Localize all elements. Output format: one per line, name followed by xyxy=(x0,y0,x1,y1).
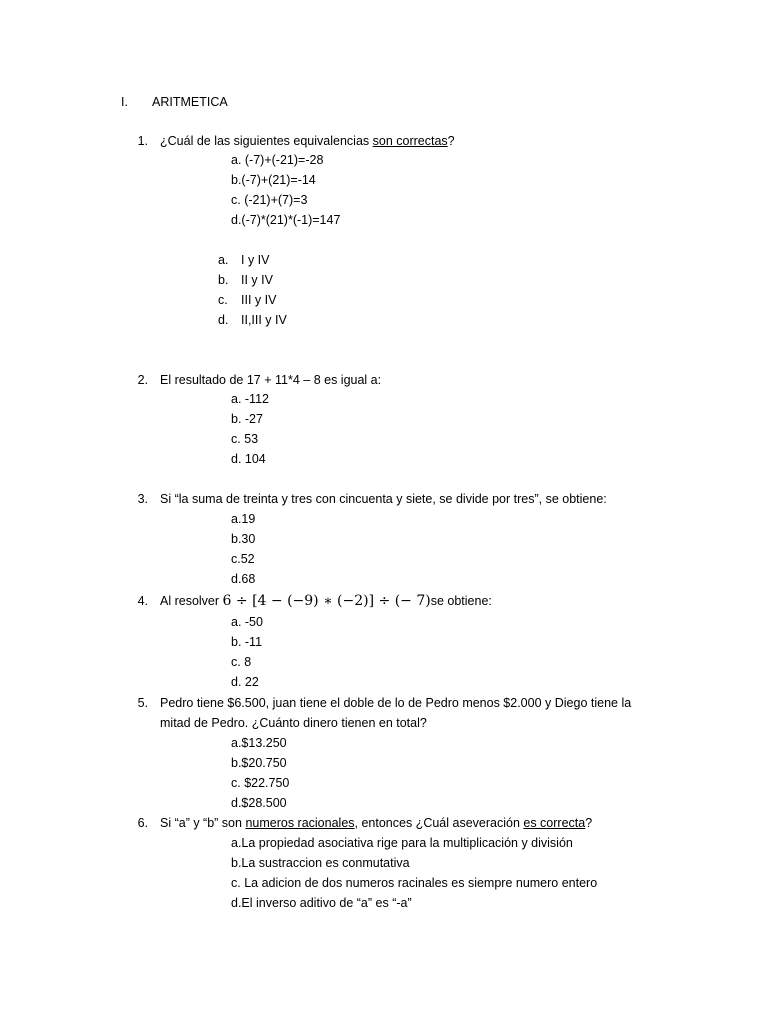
option: b. -27 xyxy=(231,412,263,426)
statement: d.(-7)*(21)*(-1)=147 xyxy=(231,213,341,227)
option: c. $22.750 xyxy=(231,776,290,790)
question-text-line-1: Pedro tiene $6.500, juan tiene el doble de lo de Pedro menos $2.000 y Diego tiene la xyxy=(160,696,632,710)
option: d.68 xyxy=(231,572,256,586)
option: a. -112 xyxy=(231,392,269,406)
question-text-part: , entonces ¿Cuál aseveración xyxy=(354,816,524,830)
question-number: 4. xyxy=(137,594,148,608)
option: b.La sustraccion es conmutativa xyxy=(231,856,410,870)
option: c. 53 xyxy=(231,432,259,446)
question-text-part: se obtiene: xyxy=(430,594,492,608)
section-number: I. xyxy=(121,95,128,109)
option: d. 104 xyxy=(231,452,266,466)
statement: a. (-7)+(-21)=-28 xyxy=(231,153,324,167)
option: d.$28.500 xyxy=(231,796,287,810)
question-text-underlined: numeros racionales xyxy=(245,816,355,830)
option: a.$13.250 xyxy=(231,736,287,750)
option: c. La adicion de dos numeros racinales es siempre numero entero xyxy=(231,876,598,890)
option: a.19 xyxy=(231,512,256,526)
question-text: El resultado de 17 + 11*4 – 8 es igual a: xyxy=(160,373,382,387)
option: a. -50 xyxy=(231,615,263,629)
option: b.$20.750 xyxy=(231,756,287,770)
choice-text: III y IV xyxy=(241,293,277,307)
question-number: 5. xyxy=(137,696,148,710)
math-expression: 6 ÷ [4 − (−9) ∗ (−2)] ÷ (− 7) xyxy=(222,593,431,609)
option: b. -11 xyxy=(231,635,263,649)
question-number: 2. xyxy=(137,373,148,387)
question-text-line-2: mitad de Pedro. ¿Cuánto dinero tienen en total? xyxy=(160,716,427,730)
question-text-part: ? xyxy=(585,816,593,830)
option: a.La propiedad asociativa rige para la multiplicación y división xyxy=(231,836,573,850)
choice-letter: c. xyxy=(218,293,228,307)
option: b.30 xyxy=(231,532,256,546)
option: c. 8 xyxy=(231,655,252,669)
choice-text: II,III y IV xyxy=(241,313,287,327)
option: c.52 xyxy=(231,552,255,566)
question-text-underlined: son correctas xyxy=(372,134,448,148)
statement: c. (-21)+(7)=3 xyxy=(231,193,308,207)
question-text-part: Si “a” y “b” son xyxy=(160,816,246,830)
choice-text: I y IV xyxy=(241,253,270,267)
question-text-part: ? xyxy=(447,134,455,148)
choice-letter: d. xyxy=(218,313,229,327)
section-title: ARITMETICA xyxy=(152,95,228,109)
option: d.El inverso aditivo de “a” es “-a” xyxy=(231,896,412,910)
question-number: 1. xyxy=(137,134,148,148)
choice-text: II y IV xyxy=(241,273,273,287)
choice-letter: b. xyxy=(218,273,229,287)
choice-letter: a. xyxy=(218,253,229,267)
question-text-underlined: es correcta xyxy=(523,816,586,830)
question-text xyxy=(160,813,650,833)
question-text xyxy=(160,591,650,611)
question-text: Si “la suma de treinta y tres con cincuenta y siete, se divide por tres”, se obtiene: xyxy=(160,492,607,506)
question-number: 3. xyxy=(137,492,148,506)
question-text-part: ¿Cuál de las siguientes equivalencias xyxy=(160,134,373,148)
question-text-part: Al resolver xyxy=(160,594,223,608)
statement: b.(-7)+(21)=-14 xyxy=(231,173,316,187)
question-number: 6. xyxy=(137,816,148,830)
question-text xyxy=(160,131,650,151)
option: d. 22 xyxy=(231,675,259,689)
